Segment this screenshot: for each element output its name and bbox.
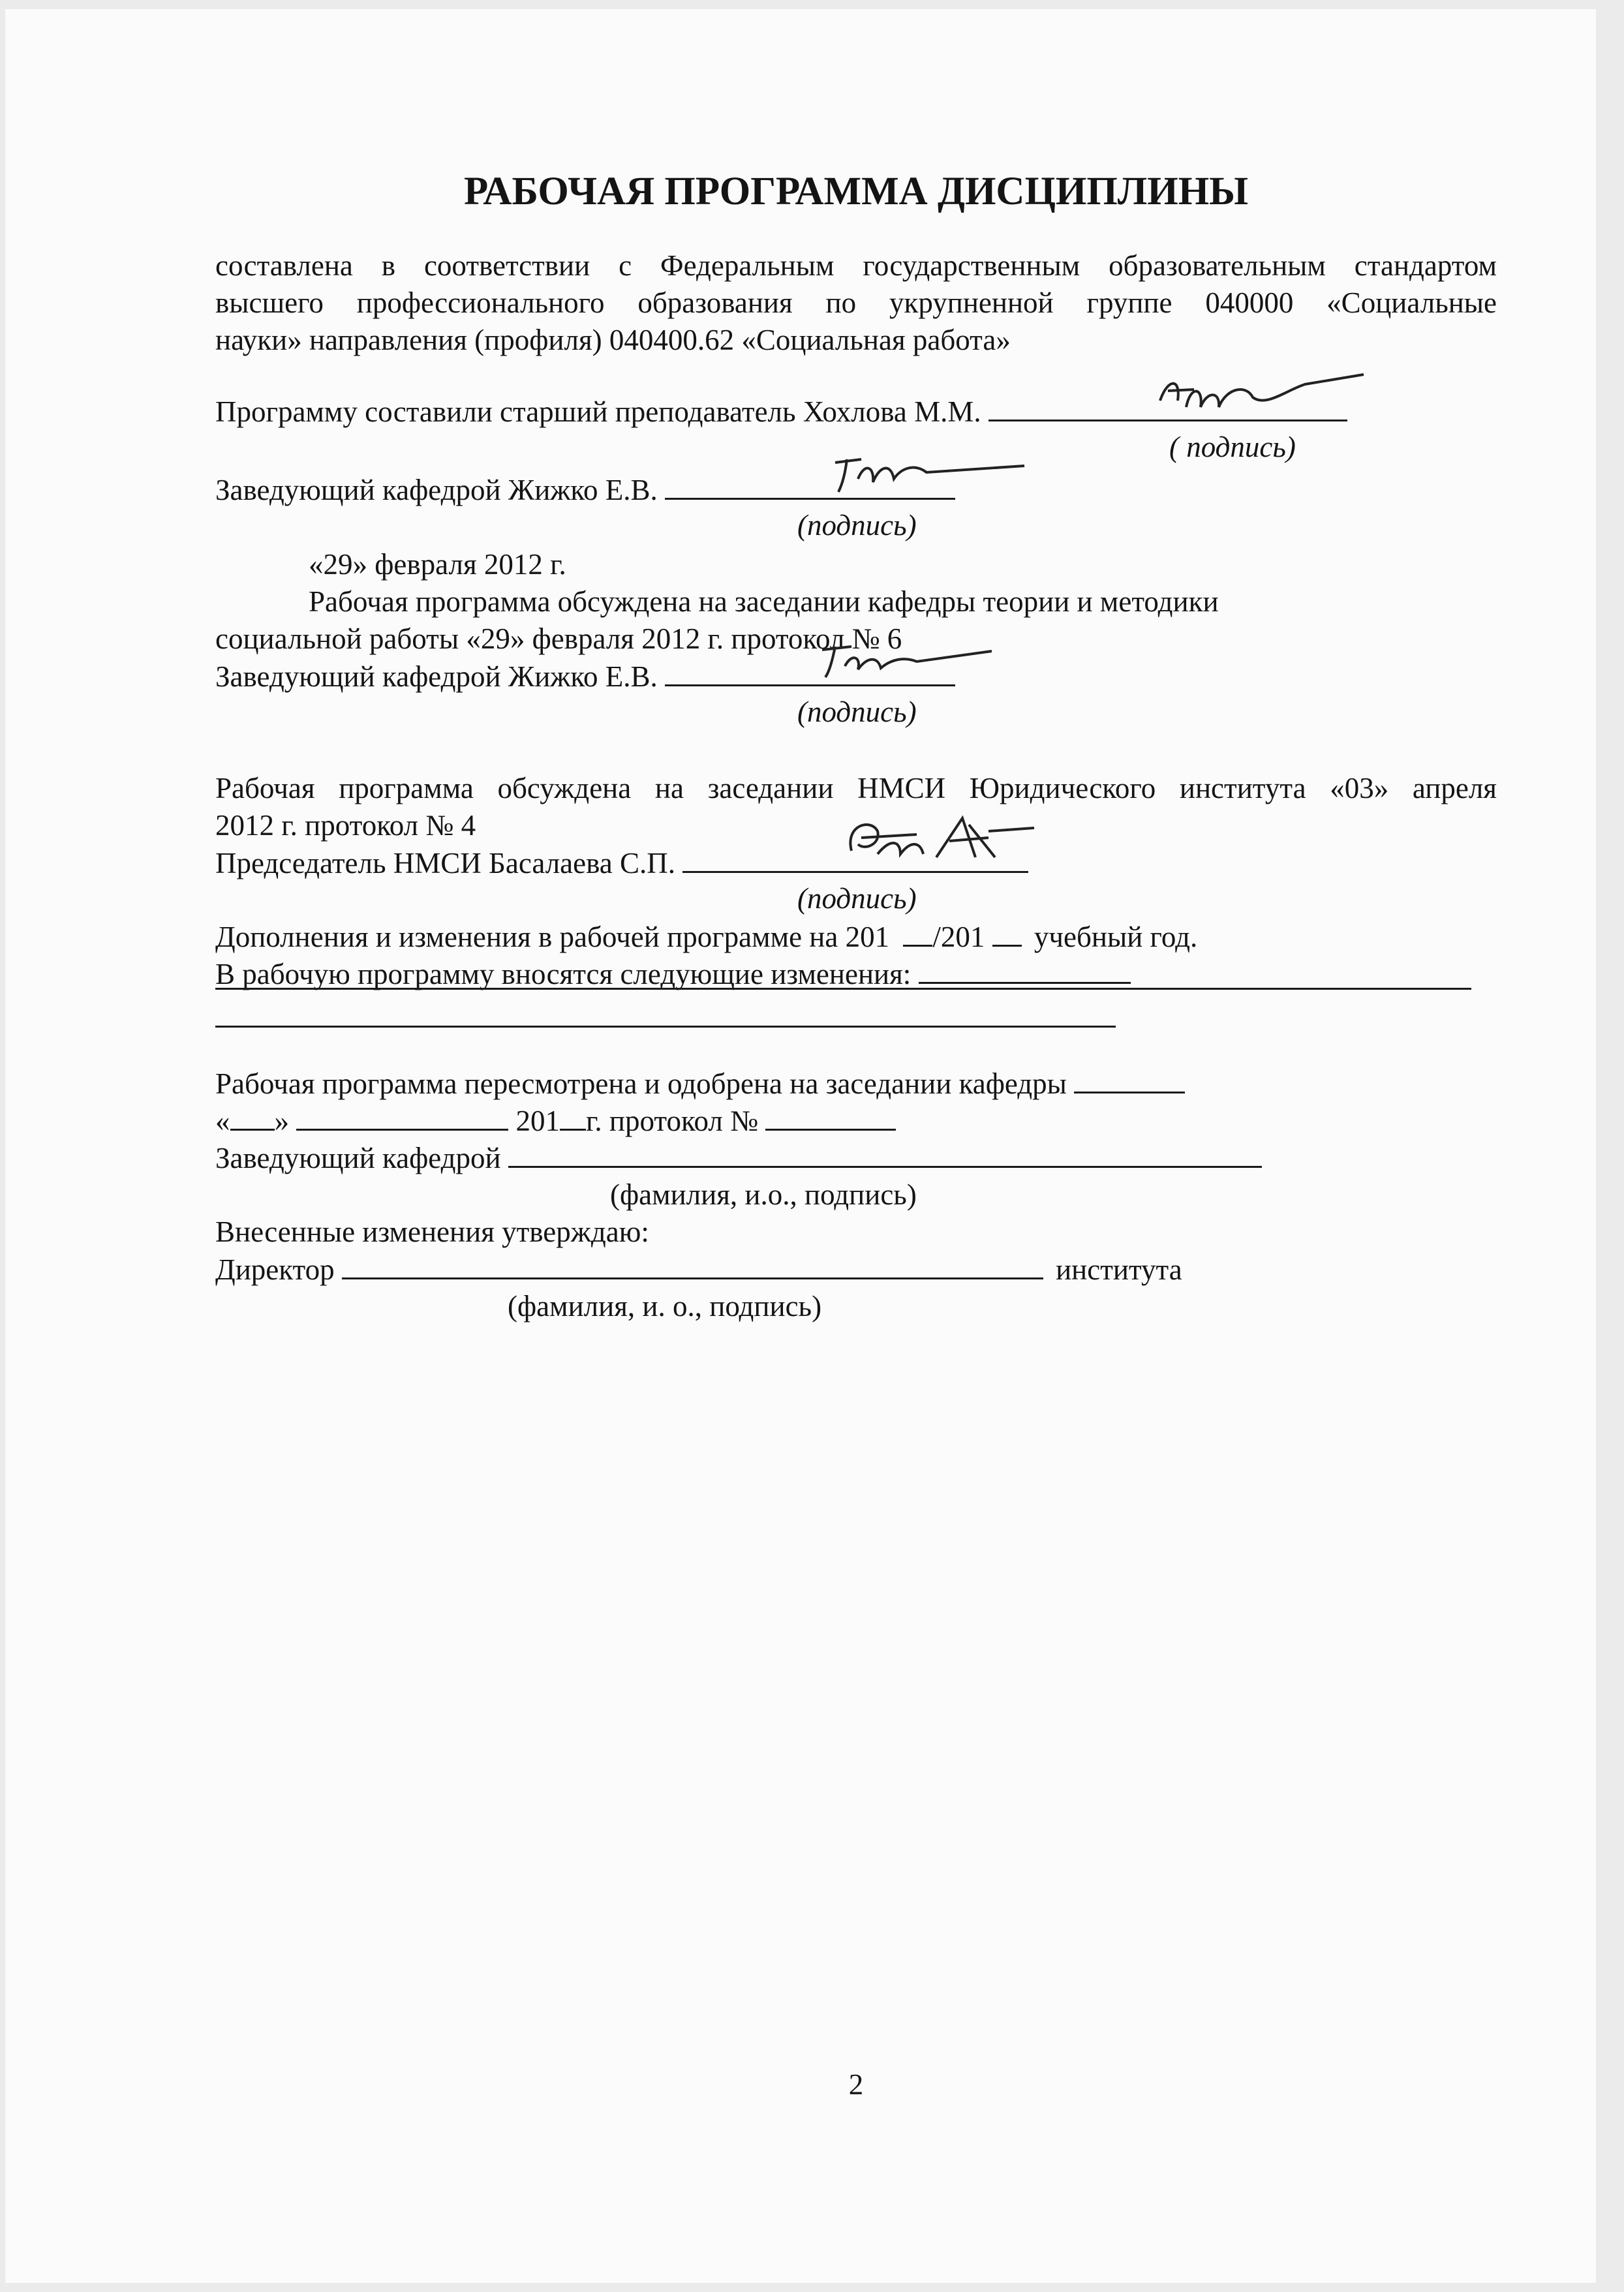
protocol-close-quote: » <box>274 1105 289 1137</box>
amendments-rule-2 <box>215 1026 1116 1028</box>
director-signature-blank <box>342 1249 1043 1279</box>
signature-caption-1: ( подпись) <box>1169 431 1296 463</box>
protocol-tail: г. протокол № <box>586 1105 759 1137</box>
amendments-rule-1 <box>215 988 1471 990</box>
amendments-blank <box>919 953 1131 984</box>
signature-caption-4: (подпись) <box>797 882 917 915</box>
fio-caption-1: (фамилия, и.о., подпись) <box>610 1178 917 1211</box>
signature-caption-3: (подпись) <box>797 695 917 728</box>
compiled-by-text: Программу составили старший преподаватель Хохлова М.М. <box>215 395 981 428</box>
signature-chair <box>838 812 1054 877</box>
nmsi-discussion-line-1: Рабочая программа обсуждена на заседании НМСИ Юридического института «03» апреля <box>215 772 1497 804</box>
head-of-dept-text-2: Заведующий кафедрой Жижко Е.В. <box>215 660 658 693</box>
director-line <box>215 1249 1182 1290</box>
amendments-intro-text: В рабочую программу вносятся следующие изменения: <box>215 958 912 990</box>
revised-text: Рабочая программа пересмотрена и одобрена на заседании кафедры <box>215 1067 1067 1100</box>
year-blank-3 <box>560 1100 586 1131</box>
protocol-open-quote: « <box>215 1105 230 1137</box>
document-title: РАБОЧАЯ ПРОГРАММА ДИСЦИПЛИНЫ <box>463 170 1249 213</box>
revised-blank <box>1074 1063 1185 1093</box>
document-page <box>5 9 1596 2283</box>
page-number: 2 <box>848 2068 864 2101</box>
revised-line <box>215 1063 1185 1104</box>
head-of-dept-line-3 <box>215 1137 1262 1178</box>
intro-line-2: высшего профессионального образования по укрупненной группе 040000 «Социальные <box>215 286 1497 319</box>
amendments-year-b: /201 <box>932 921 985 953</box>
intro-line-1: составлена в соответствии с Федеральным государственным образовательным стандартом <box>215 249 1497 282</box>
signature-line-head-3 <box>508 1137 1262 1168</box>
nmsi-discussion-line-2: 2012 г. протокол № 4 <box>215 809 476 842</box>
protocol-line <box>215 1100 896 1141</box>
month-blank <box>296 1100 508 1131</box>
signature-head-2 <box>803 637 1011 689</box>
signature-compiler <box>1155 371 1370 423</box>
amendments-year-line <box>215 916 1197 957</box>
director-label: Директор <box>215 1253 335 1286</box>
nmsi-chair-text: Председатель НМСИ Басалаева С.П. <box>215 847 676 879</box>
signature-caption-2: (подпись) <box>797 509 917 542</box>
intro-line-3: науки» направления (профиля) 040400.62 «Социальная работа» <box>215 324 1011 356</box>
day-blank <box>230 1100 275 1131</box>
year-blank-2 <box>992 916 1022 947</box>
amendments-year-c: учебный год. <box>1034 921 1198 953</box>
dept-discussion-line-1: Рабочая программа обсуждена на заседании кафедры теории и методики <box>309 585 1219 618</box>
head-of-dept-text-3: Заведующий кафедрой <box>215 1142 501 1174</box>
protocol-year: 201 <box>515 1105 560 1137</box>
amendments-year-a: Дополнения и изменения в рабочей программе на 201 <box>215 921 890 953</box>
institute-label: института <box>1056 1253 1182 1286</box>
signature-head-1 <box>829 446 1044 498</box>
fio-caption-2: (фамилия, и. о., подпись) <box>508 1290 822 1322</box>
approve-line: Внесенные изменения утверждаю: <box>215 1215 649 1248</box>
date-line: «29» февраля 2012 г. <box>309 548 566 581</box>
dept-discussion-line-2: социальной работы «29» февраля 2012 г. протокол № 6 <box>215 622 902 655</box>
protocol-number-blank <box>765 1100 896 1131</box>
year-blank-1 <box>903 916 932 947</box>
head-of-dept-text-1: Заведующий кафедрой Жижко Е.В. <box>215 474 658 506</box>
